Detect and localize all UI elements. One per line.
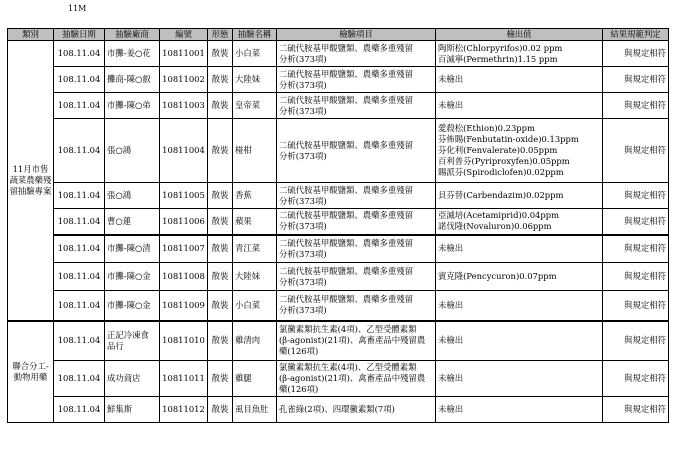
- result-cell: 與規定相符: [603, 93, 669, 119]
- name-cell: 椪柑: [233, 119, 277, 183]
- name-cell: 大陸妹: [233, 263, 277, 291]
- vendor-cell: 鮮集斯: [105, 397, 160, 423]
- item-line: 二硫代胺基甲酸鹽類、農藥多重殘留: [279, 265, 413, 276]
- vendor-cell: 市攤-陳○金: [105, 263, 160, 291]
- header-result: 結果規範判定: [603, 29, 669, 41]
- form-cell: 散裝: [208, 183, 233, 209]
- date-cell: 108.11.04: [54, 209, 105, 235]
- result-cell: 與規定相符: [603, 183, 669, 209]
- id-cell: 10811005: [160, 183, 208, 209]
- vendor-cell: 張○鴻: [105, 119, 160, 183]
- result-cell: 與規定相符: [603, 67, 669, 93]
- value-line: 諾伐隆(Novaluron)0.06ppm: [438, 221, 552, 232]
- item-line: (β-agonist)(21項)、禽畜產品中殘留農: [279, 373, 426, 383]
- id-cell: 10811010: [160, 321, 208, 361]
- id-cell: 10811012: [160, 397, 208, 423]
- id-cell: 10811008: [160, 263, 208, 291]
- item-line: 二硫代胺基甲酸鹽類、農藥多重殘留: [279, 294, 413, 305]
- items-cell: [277, 263, 436, 291]
- id-cell: 10811011: [160, 361, 208, 397]
- values-cell: [436, 183, 603, 209]
- item-line: 氯黴素類抗生素(4項)、乙型受體素類: [279, 324, 417, 335]
- vendor-cell: 正記冷凍食品行: [105, 321, 160, 361]
- value-line: 未檢出: [438, 404, 464, 414]
- form-cell: 散裝: [208, 397, 233, 423]
- vendor-cell: 市攤-姜○花: [105, 41, 160, 67]
- items-cell: [277, 291, 436, 321]
- header-date: 抽驗日期: [54, 29, 105, 41]
- item-line: 分析(373項): [279, 105, 327, 116]
- values-cell: [436, 321, 603, 361]
- date-cell: 108.11.04: [54, 361, 105, 397]
- date-cell: 108.11.04: [54, 41, 105, 67]
- name-cell: 小白菜: [233, 291, 277, 321]
- values-cell: [436, 397, 603, 423]
- table-row: [8, 397, 669, 423]
- value-line: 亞滅培(Acetamiprid)0.04ppm: [438, 210, 560, 221]
- date-cell: 108.11.04: [54, 93, 105, 119]
- vendor-cell: 成功商店: [105, 361, 160, 397]
- inspection-table: [7, 28, 669, 423]
- vendor-cell: 張○鴻: [105, 183, 160, 209]
- category-cell: 聯合分工-動物用藥: [8, 321, 54, 423]
- header-name: 抽驗名稱: [233, 29, 277, 41]
- date-cell: 108.11.04: [54, 119, 105, 183]
- value-line: 賓克隆(Pencycuron)0.07ppm: [438, 271, 557, 281]
- items-cell: [277, 183, 436, 209]
- vendor-cell: 市攤-陳○金: [105, 291, 160, 321]
- items-cell: [277, 361, 436, 397]
- value-line: 未檢出: [438, 100, 464, 110]
- items-cell: [277, 321, 436, 361]
- category-cell: 11月市售蔬菜農藥殘留抽驗專案: [8, 41, 54, 321]
- id-cell: 10811007: [160, 235, 208, 263]
- vendor-cell: 市攤-陳○清: [105, 235, 160, 263]
- form-cell: 散裝: [208, 41, 233, 67]
- result-cell: 與規定相符: [603, 291, 669, 321]
- item-line: 藥(126項): [279, 384, 319, 394]
- form-cell: 散裝: [208, 321, 233, 361]
- header-id: 編號: [160, 29, 208, 41]
- item-line: 二硫代胺基甲酸鹽類、農藥多重殘留: [279, 237, 413, 248]
- item-line: 分析(373項): [279, 221, 327, 232]
- form-cell: 散裝: [208, 361, 233, 397]
- value-line: 百滅寧(Permethrin)1.15 ppm: [438, 53, 558, 64]
- item-line: 二硫代胺基甲酸鹽類、農藥多重殘留: [279, 210, 413, 221]
- value-line: 未檢出: [438, 243, 464, 254]
- items-cell: [277, 67, 436, 93]
- date-cell: 108.11.04: [54, 263, 105, 291]
- item-line: 分析(373項): [279, 305, 327, 316]
- table-row: [8, 361, 669, 397]
- item-line: 孔雀綠(2項)、四環黴素類(7項): [279, 404, 395, 414]
- result-cell: 與規定相符: [603, 397, 669, 423]
- table-row: [8, 209, 669, 235]
- value-line: 未檢出: [438, 299, 464, 310]
- result-cell: 與規定相符: [603, 41, 669, 67]
- item-line: 分析(373項): [279, 248, 327, 259]
- items-cell: [277, 235, 436, 263]
- items-cell: [277, 93, 436, 119]
- name-cell: 大陸妹: [233, 67, 277, 93]
- item-line: 藥(126項): [279, 346, 319, 357]
- item-line: 二硫代胺基甲酸鹽類、農藥多重殘留: [279, 94, 413, 105]
- item-line: 分析(373項): [279, 150, 327, 161]
- name-cell: 虱目魚肚: [233, 397, 277, 423]
- id-cell: 10811004: [160, 119, 208, 183]
- values-cell: [436, 67, 603, 93]
- name-cell: 雞腿: [233, 361, 277, 397]
- item-line: 二硫代胺基甲酸鹽類、農藥多重殘留: [279, 68, 413, 79]
- result-cell: 與規定相符: [603, 263, 669, 291]
- result-cell: 與規定相符: [603, 209, 669, 235]
- item-line: 氯黴素類抗生素(4項)、乙型受體素類: [279, 362, 417, 372]
- values-cell: [436, 41, 603, 67]
- item-line: 二硫代胺基甲酸鹽類、農藥多重殘留: [279, 42, 413, 53]
- header-category: 類別: [8, 29, 54, 41]
- table-row: [8, 119, 669, 183]
- value-line: 芬化利(Fenvalerate)0.05ppm: [438, 145, 558, 155]
- items-cell: [277, 209, 436, 235]
- date-cell: 108.11.04: [54, 183, 105, 209]
- items-cell: [277, 397, 436, 423]
- value-line: 未檢出: [438, 335, 464, 346]
- item-line: 二硫代胺基甲酸鹽類、農藥多重殘留: [279, 139, 413, 150]
- values-cell: [436, 209, 603, 235]
- items-cell: [277, 119, 436, 183]
- table-row: [8, 183, 669, 209]
- header-values: 檢出值: [436, 29, 603, 41]
- value-line: 未檢出: [438, 373, 464, 383]
- values-cell: [436, 361, 603, 397]
- values-cell: [436, 291, 603, 321]
- id-cell: 10811001: [160, 41, 208, 67]
- table-row: [8, 41, 669, 67]
- item-line: 二硫代胺基甲酸鹽類、農藥多重殘留: [279, 184, 413, 195]
- form-cell: 散裝: [208, 119, 233, 183]
- value-line: 陶斯松(Chlorpyrifos)0.02 ppm: [438, 42, 563, 53]
- table-row: [8, 93, 669, 119]
- vendor-cell: 攤商-陳○叡: [105, 67, 160, 93]
- date-cell: 108.11.04: [54, 397, 105, 423]
- values-cell: [436, 119, 603, 183]
- value-line: 未檢出: [438, 74, 464, 84]
- name-cell: 蘋果: [233, 209, 277, 235]
- form-cell: 散裝: [208, 209, 233, 235]
- header-items: 檢驗項目: [277, 29, 436, 41]
- form-cell: 散裝: [208, 93, 233, 119]
- name-cell: 青江菜: [233, 235, 277, 263]
- table-row: [8, 235, 669, 263]
- value-line: 愛殺松(Ethion)0.23ppm: [438, 123, 535, 133]
- result-cell: 與規定相符: [603, 119, 669, 183]
- form-cell: 散裝: [208, 67, 233, 93]
- form-cell: 散裝: [208, 291, 233, 321]
- table-row: [8, 321, 669, 361]
- values-cell: [436, 263, 603, 291]
- page-mark: 11M: [68, 4, 87, 13]
- form-cell: 散裝: [208, 263, 233, 291]
- value-line: 芬佈賜(Fenbutatin-oxide)0.13ppm: [438, 134, 579, 144]
- values-cell: [436, 235, 603, 263]
- item-line: 分析(373項): [279, 195, 327, 206]
- header-row: [8, 29, 669, 41]
- vendor-cell: 市攤-陳○弟: [105, 93, 160, 119]
- header-form: 形態: [208, 29, 233, 41]
- value-line: 百利普芬(Pyriproxyfen)0.05ppm: [438, 156, 570, 166]
- item-line: 分析(373項): [279, 276, 327, 287]
- id-cell: 10811003: [160, 93, 208, 119]
- values-cell: [436, 93, 603, 119]
- table-row: [8, 291, 669, 321]
- name-cell: 香蕉: [233, 183, 277, 209]
- name-cell: 小白菜: [233, 41, 277, 67]
- item-line: 分析(373項): [279, 79, 327, 90]
- item-line: 分析(373項): [279, 53, 327, 64]
- id-cell: 10811009: [160, 291, 208, 321]
- date-cell: 108.11.04: [54, 67, 105, 93]
- date-cell: 108.11.04: [54, 291, 105, 321]
- result-cell: 與規定相符: [603, 321, 669, 361]
- date-cell: 108.11.04: [54, 235, 105, 263]
- item-line: (β-agonist)(21項)、禽畜產品中殘留農: [279, 335, 426, 346]
- vendor-cell: 曹○蓮: [105, 209, 160, 235]
- form-cell: 散裝: [208, 235, 233, 263]
- result-cell: 與規定相符: [603, 361, 669, 397]
- table-row: [8, 67, 669, 93]
- date-cell: 108.11.04: [54, 321, 105, 361]
- id-cell: 10811002: [160, 67, 208, 93]
- header-vendor: 抽驗廠商: [105, 29, 160, 41]
- result-cell: 與規定相符: [603, 235, 669, 263]
- name-cell: 雞清肉: [233, 321, 277, 361]
- name-cell: 皇帝菜: [233, 93, 277, 119]
- value-line: 賜派芬(Spirodiclofen)0.02ppm: [438, 167, 564, 177]
- value-line: 貝芬替(Carbendazim)0.02ppm: [438, 190, 564, 200]
- items-cell: [277, 41, 436, 67]
- table-row: [8, 263, 669, 291]
- id-cell: 10811006: [160, 209, 208, 235]
